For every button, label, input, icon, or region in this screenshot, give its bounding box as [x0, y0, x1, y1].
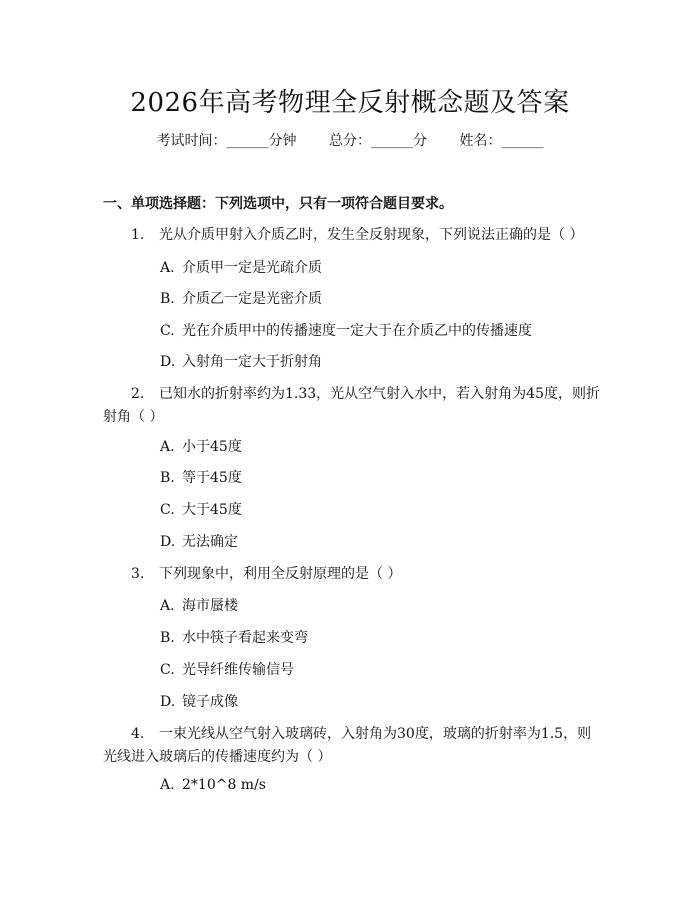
question-number: 1.	[131, 227, 145, 243]
question-text: 已知水的折射率约为1.33，光从空气射入水中，若入射角为45度，则折	[159, 386, 600, 402]
section-heading: 一、单项选择题：下列选项中，只有一项符合题目要求。	[103, 196, 453, 212]
option-text: 无法确定	[182, 534, 238, 550]
question-text: 下列现象中，利用全反射原理的是（ ）	[159, 566, 402, 582]
option-text: 光导纤维传输信号	[182, 662, 294, 678]
option-text: 介质甲一定是光疏介质	[182, 260, 322, 276]
option-3c	[160, 659, 294, 679]
option-text: 水中筷子看起来变弯	[182, 630, 308, 646]
option-letter: A.	[160, 598, 175, 614]
question-2-continuation: 射角（ ）	[103, 409, 164, 425]
page-title: 2026年高考物理全反射概念题及答案	[130, 88, 570, 118]
option-letter: A.	[160, 260, 175, 276]
question-4	[131, 723, 591, 743]
option-3d	[160, 691, 238, 711]
question-number: 2.	[131, 386, 145, 402]
exam-info-line	[0, 130, 700, 150]
option-letter: B.	[160, 291, 175, 307]
question-text: 光从介质甲射入介质乙时，发生全反射现象，下列说法正确的是（ ）	[159, 227, 584, 243]
option-2b	[160, 467, 242, 487]
option-letter: C.	[160, 662, 175, 678]
option-text: 光在介质甲中的传播速度一定大于在介质乙中的传播速度	[182, 323, 532, 339]
question-number: 3.	[131, 566, 145, 582]
option-letter: D.	[160, 694, 176, 710]
option-letter: A.	[160, 777, 175, 793]
option-letter: B.	[160, 630, 175, 646]
question-4-continuation: 光线进入玻璃后的传播速度约为（ ）	[103, 749, 332, 765]
option-text: 等于45度	[182, 470, 242, 486]
option-3a	[160, 595, 238, 615]
option-1c	[160, 320, 532, 340]
question-text: 一束光线从空气射入玻璃砖，入射角为30度，玻璃的折射率为1.5，则	[159, 726, 592, 742]
option-text: 2*10^8 m/s	[182, 777, 266, 793]
option-1d	[160, 351, 322, 371]
option-letter: C.	[160, 502, 175, 518]
option-2a	[160, 436, 242, 456]
option-4a	[160, 777, 266, 793]
option-text: 镜子成像	[182, 694, 238, 710]
option-2d	[160, 531, 238, 551]
option-text: 介质乙一定是光密介质	[182, 291, 322, 307]
option-3b	[160, 627, 308, 647]
exam-time-field: 考试时间：______分钟	[156, 133, 297, 149]
option-2c	[160, 499, 242, 519]
option-text: 大于45度	[182, 502, 242, 518]
option-text: 小于45度	[182, 439, 242, 455]
question-number: 4.	[131, 726, 145, 742]
option-letter: A.	[160, 439, 175, 455]
option-letter: D.	[160, 354, 176, 370]
total-score-field: 总分：______分	[329, 133, 427, 149]
option-letter: B.	[160, 470, 175, 486]
option-letter: D.	[160, 534, 176, 550]
question-1	[131, 224, 583, 244]
option-text: 海市蜃楼	[182, 598, 238, 614]
option-letter: C.	[160, 323, 175, 339]
name-field: 姓名：______	[459, 133, 544, 149]
option-1a	[160, 257, 322, 277]
question-3	[131, 563, 401, 583]
option-text: 入射角一定大于折射角	[182, 354, 322, 370]
question-2	[131, 383, 600, 403]
option-1b	[160, 288, 322, 308]
